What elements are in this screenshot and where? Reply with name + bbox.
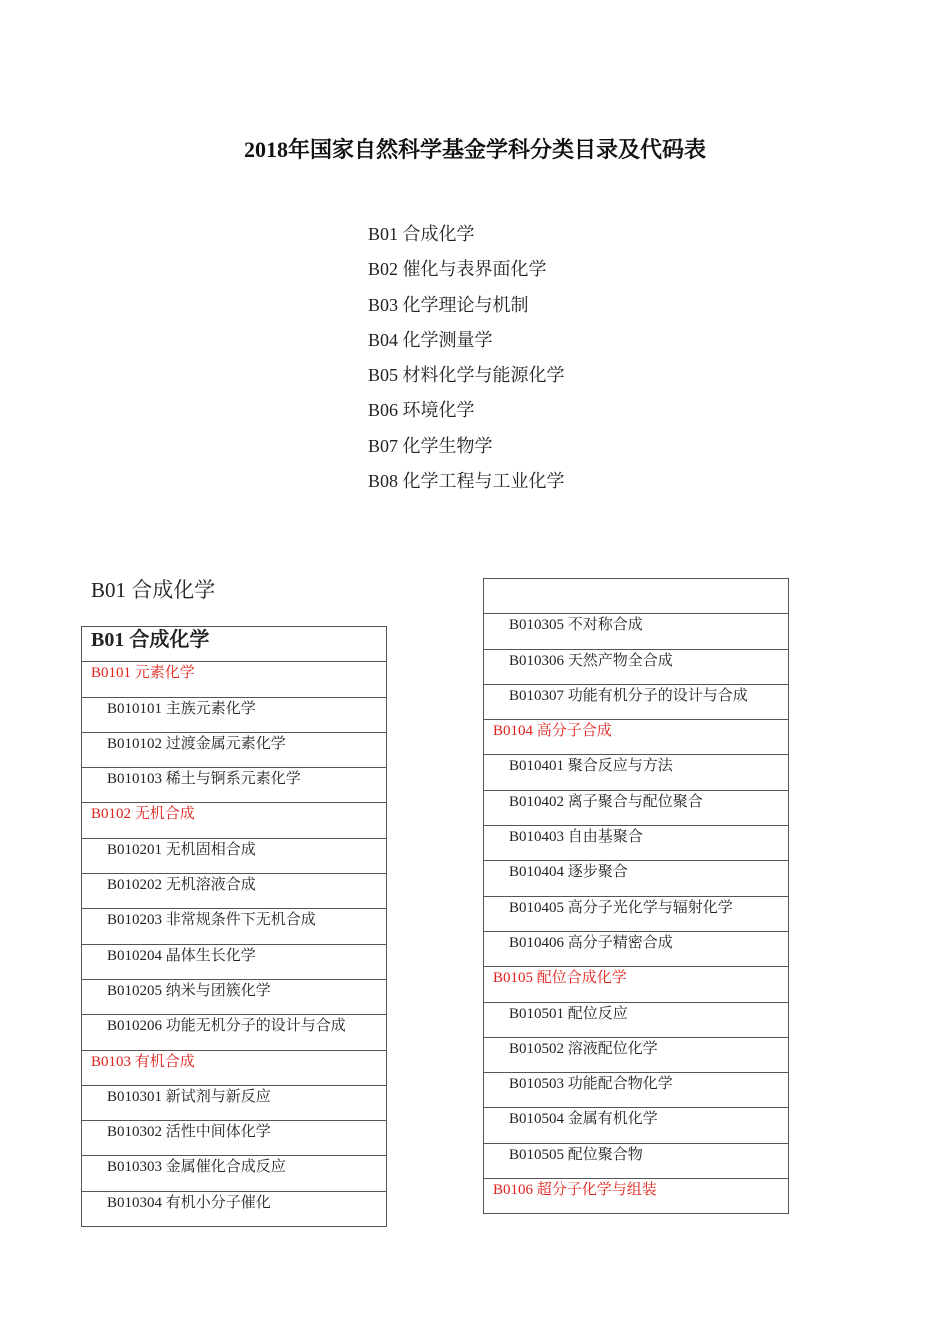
- discipline-list-item: B01 合成化学: [368, 224, 475, 244]
- code-table-right: [483, 578, 789, 1214]
- category-label: B0103 有机合成: [91, 1053, 195, 1070]
- page-title: 2018年国家自然科学基金学科分类目录及代码表: [243, 137, 706, 162]
- code-label: B010403 自由基聚合: [509, 829, 643, 846]
- table-row: [82, 874, 387, 909]
- code-cell: [484, 931, 789, 966]
- category-cell: [82, 662, 387, 697]
- table-row: [82, 662, 387, 697]
- table-header-label: B01 合成化学: [91, 629, 210, 651]
- code-cell: [484, 1108, 789, 1143]
- code-label: B010401 聚合反应与方法: [509, 758, 673, 775]
- code-cell: [82, 1191, 387, 1226]
- category-cell: [484, 1179, 789, 1214]
- code-cell: [82, 1121, 387, 1156]
- code-label: B010503 功能配合物化学: [509, 1076, 673, 1093]
- code-cell: [484, 649, 789, 684]
- table-row: [82, 909, 387, 944]
- discipline-list-item: B05 材料化学与能源化学: [368, 365, 565, 386]
- code-cell: [82, 944, 387, 979]
- code-cell: [484, 861, 789, 896]
- category-label: B0101 元素化学: [91, 665, 195, 682]
- discipline-list: [368, 218, 565, 500]
- code-label: B010303 金属催化合成反应: [107, 1159, 286, 1176]
- code-cell: [82, 909, 387, 944]
- code-label: B010405 高分子光化学与辐射化学: [509, 899, 733, 916]
- table-row: [82, 1085, 387, 1120]
- code-table-left: [81, 626, 387, 1227]
- code-label: B010307 功能有机分子的设计与合成: [509, 687, 748, 704]
- table-row: [484, 896, 789, 931]
- table-header-cell: [82, 627, 387, 662]
- code-cell: [484, 1073, 789, 1108]
- table-row: [82, 1191, 387, 1226]
- code-label: B010404 逐步聚合: [509, 864, 628, 881]
- code-cell: [484, 896, 789, 931]
- table-row: [484, 720, 789, 755]
- code-label: B010206 功能无机分子的设计与合成: [107, 1018, 346, 1035]
- code-cell: [484, 1002, 789, 1037]
- code-label: B010502 溶液配位化学: [509, 1040, 658, 1057]
- code-cell: [484, 684, 789, 719]
- discipline-list-item: B03 化学理论与机制: [368, 294, 529, 315]
- code-cell: [484, 1143, 789, 1178]
- code-cell: [484, 826, 789, 861]
- code-label: B010204 晶体生长化学: [107, 947, 256, 964]
- table-row: [484, 1002, 789, 1037]
- table-row: [82, 1156, 387, 1191]
- code-cell: [484, 1037, 789, 1072]
- table-row: [82, 979, 387, 1014]
- category-cell: [82, 803, 387, 838]
- table-row: [82, 838, 387, 873]
- code-cell: [82, 979, 387, 1014]
- table-row: [484, 614, 789, 649]
- table-row: [82, 697, 387, 732]
- code-cell: [82, 874, 387, 909]
- code-label: B010301 新试剂与新反应: [107, 1088, 271, 1105]
- table-row: [484, 1179, 789, 1214]
- code-label: B010103 稀土与锕系元素化学: [107, 771, 301, 788]
- table-row: [484, 684, 789, 719]
- code-label: B010201 无机固相合成: [107, 841, 256, 858]
- table-row: [484, 826, 789, 861]
- code-label: B010406 高分子精密合成: [509, 934, 673, 951]
- discipline-list-item: B02 催化与表界面化学: [368, 259, 547, 280]
- table-row: [484, 1073, 789, 1108]
- category-label: B0106 超分子化学与组装: [493, 1182, 657, 1199]
- category-label: B0102 无机合成: [91, 806, 195, 823]
- table-row: [82, 1121, 387, 1156]
- blank-cell: [484, 579, 789, 614]
- code-cell: [484, 755, 789, 790]
- code-label: B010504 金属有机化学: [509, 1111, 658, 1128]
- code-cell: [82, 768, 387, 803]
- table-row: [484, 1108, 789, 1143]
- code-label: B010402 离子聚合与配位聚合: [509, 793, 703, 810]
- table-row: [484, 649, 789, 684]
- code-label: B010302 活性中间体化学: [107, 1124, 271, 1141]
- table-row: [484, 1037, 789, 1072]
- table-row: [484, 931, 789, 966]
- category-label: B0104 高分子合成: [493, 723, 612, 740]
- code-label: B010203 非常规条件下无机合成: [107, 912, 316, 929]
- table-row: [484, 967, 789, 1002]
- table-row: [82, 627, 387, 662]
- code-label: B010205 纳米与团簇化学: [107, 982, 271, 999]
- table-row: [82, 732, 387, 767]
- category-label: B0105 配位合成化学: [493, 970, 627, 987]
- discipline-list-item: B08 化学工程与工业化学: [368, 471, 565, 492]
- code-cell: [484, 614, 789, 649]
- category-cell: [484, 967, 789, 1002]
- discipline-list-item: B04 化学测量学: [368, 329, 493, 350]
- code-label: B010202 无机溶液合成: [107, 877, 256, 894]
- table-row: [484, 755, 789, 790]
- table-row: [82, 803, 387, 838]
- section-heading: B01 合成化学: [91, 578, 216, 602]
- discipline-list-item: B07 化学生物学: [368, 435, 493, 456]
- category-cell: [484, 720, 789, 755]
- table-row: [82, 944, 387, 979]
- code-cell: [82, 1085, 387, 1120]
- code-cell: [484, 790, 789, 825]
- table-row: [484, 861, 789, 896]
- code-cell: [82, 732, 387, 767]
- code-label: B010101 主族元素化学: [107, 700, 256, 717]
- code-label: B010305 不对称合成: [509, 617, 643, 634]
- blank-label: [484, 579, 788, 583]
- table-row: [484, 579, 789, 614]
- code-label: B010306 天然产物全合成: [509, 652, 673, 669]
- table-row: [484, 790, 789, 825]
- table-row: [82, 1050, 387, 1085]
- code-label: B010505 配位聚合物: [509, 1146, 643, 1163]
- table-row: [82, 1015, 387, 1050]
- table-row: [82, 768, 387, 803]
- code-cell: [82, 697, 387, 732]
- table-row: [484, 1143, 789, 1178]
- code-label: B010102 过渡金属元素化学: [107, 735, 286, 752]
- code-label: B010304 有机小分子催化: [107, 1194, 271, 1211]
- discipline-list-item: B06 环境化学: [368, 400, 475, 421]
- code-cell: [82, 1156, 387, 1191]
- category-cell: [82, 1050, 387, 1085]
- code-cell: [82, 838, 387, 873]
- code-cell: [82, 1015, 387, 1050]
- code-label: B010501 配位反应: [509, 1005, 628, 1022]
